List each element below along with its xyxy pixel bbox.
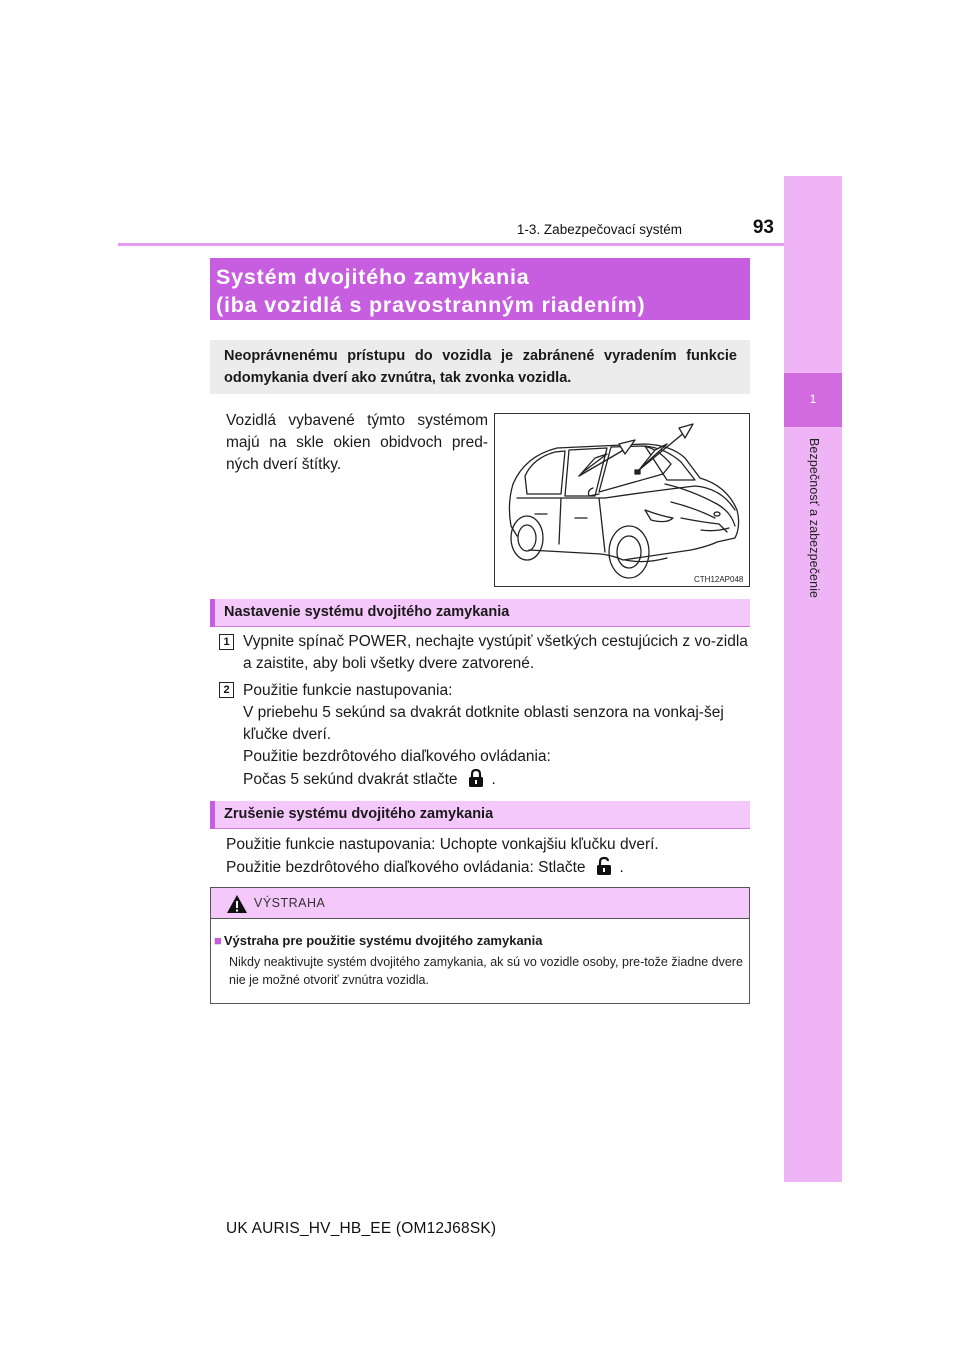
bullet-square-icon: ■ (214, 933, 222, 948)
step-2-line3: Použitie bezdrôtového diaľkového ovládania: (243, 748, 551, 765)
side-chapter-tab (784, 176, 842, 1182)
chapter-number: 1 (809, 392, 817, 406)
section-title: 1-3. Zabezpečovací systém (516, 222, 682, 237)
intro-box: Neoprávnenému prístupu do vozidla je zabránené vyradením funkcie odomykania dverí ako zvnútra, tak zvonka vozidla. (210, 340, 750, 394)
footer-doc-code: UK AURIS_HV_HB_EE (OM12J68SK) (226, 1220, 497, 1237)
car-illustration-icon (494, 413, 750, 587)
main-title-line1: Systém dvojitého zamykania (216, 265, 530, 289)
step-2-line4-before: Počas 5 sekúnd dvakrát stlačte (243, 771, 458, 788)
figure-code: CTH12AP048 (694, 575, 744, 584)
cancel-line2-before: Použitie bezdrôtového diaľkového ovládania: Stlačte (226, 859, 586, 876)
warning-title: VÝSTRAHA (254, 896, 326, 910)
cancel-line2-after: . (619, 859, 624, 876)
step-2-badge: 2 (219, 682, 234, 698)
main-title (210, 258, 750, 320)
warning-sub-title-text: Výstraha pre použitie systému dvojitého zamykania (223, 933, 543, 948)
step-1-badge: 1 (219, 634, 234, 650)
header-rule (118, 243, 784, 246)
step-2-line4 (243, 768, 753, 791)
step-2-line1: Použitie funkcie nastupovania: (243, 682, 453, 699)
vehicle-text: Vozidlá vybavené týmto systémom majú na skle okien obidvoch pred-ných dverí štítky. (226, 412, 488, 473)
warning-sub-title (214, 933, 542, 948)
cancel-text (226, 834, 746, 879)
setup-heading-bar (210, 599, 215, 627)
cancel-line1: Použitie funkcie nastupovania: Uchopte vonkajšiu kľučku dverí. (226, 836, 659, 853)
step-2-text (243, 680, 753, 791)
setup-section-heading: Nastavenie systému dvojitého zamykania (210, 599, 750, 627)
cancel-heading-bar (210, 801, 215, 829)
chapter-label: Bezpečnosť a zabezpečenie (807, 438, 821, 599)
lock-open-icon (593, 856, 615, 876)
page-number: 93 (752, 217, 774, 238)
step-1-text: Vypnite spínač POWER, nechajte vystúpiť všetkých cestujúcich z vo-zidla a zaistite, aby boli všetky dvere zatvorené. (243, 633, 748, 672)
main-title-line2: (iba vozidlá s pravostranným riadením) (216, 293, 646, 317)
cancel-section-heading: Zrušenie systému dvojitého zamykania (210, 801, 750, 829)
step-2-line2: V priebehu 5 sekúnd sa dvakrát dotknite oblasti senzora na vonkaj-šej kľučke dverí. (243, 704, 724, 743)
step-2-line4-after: . (491, 771, 496, 788)
warning-body: Nikdy neaktivujte systém dvojitého zamykania, ak sú vo vozidle osoby, pre-tože žiadne dvere nie je možné otvoriť zvnútra vozidla. (229, 955, 743, 987)
lock-closed-icon (465, 768, 487, 788)
warning-triangle-icon (226, 894, 248, 914)
cancel-line2 (226, 856, 746, 879)
